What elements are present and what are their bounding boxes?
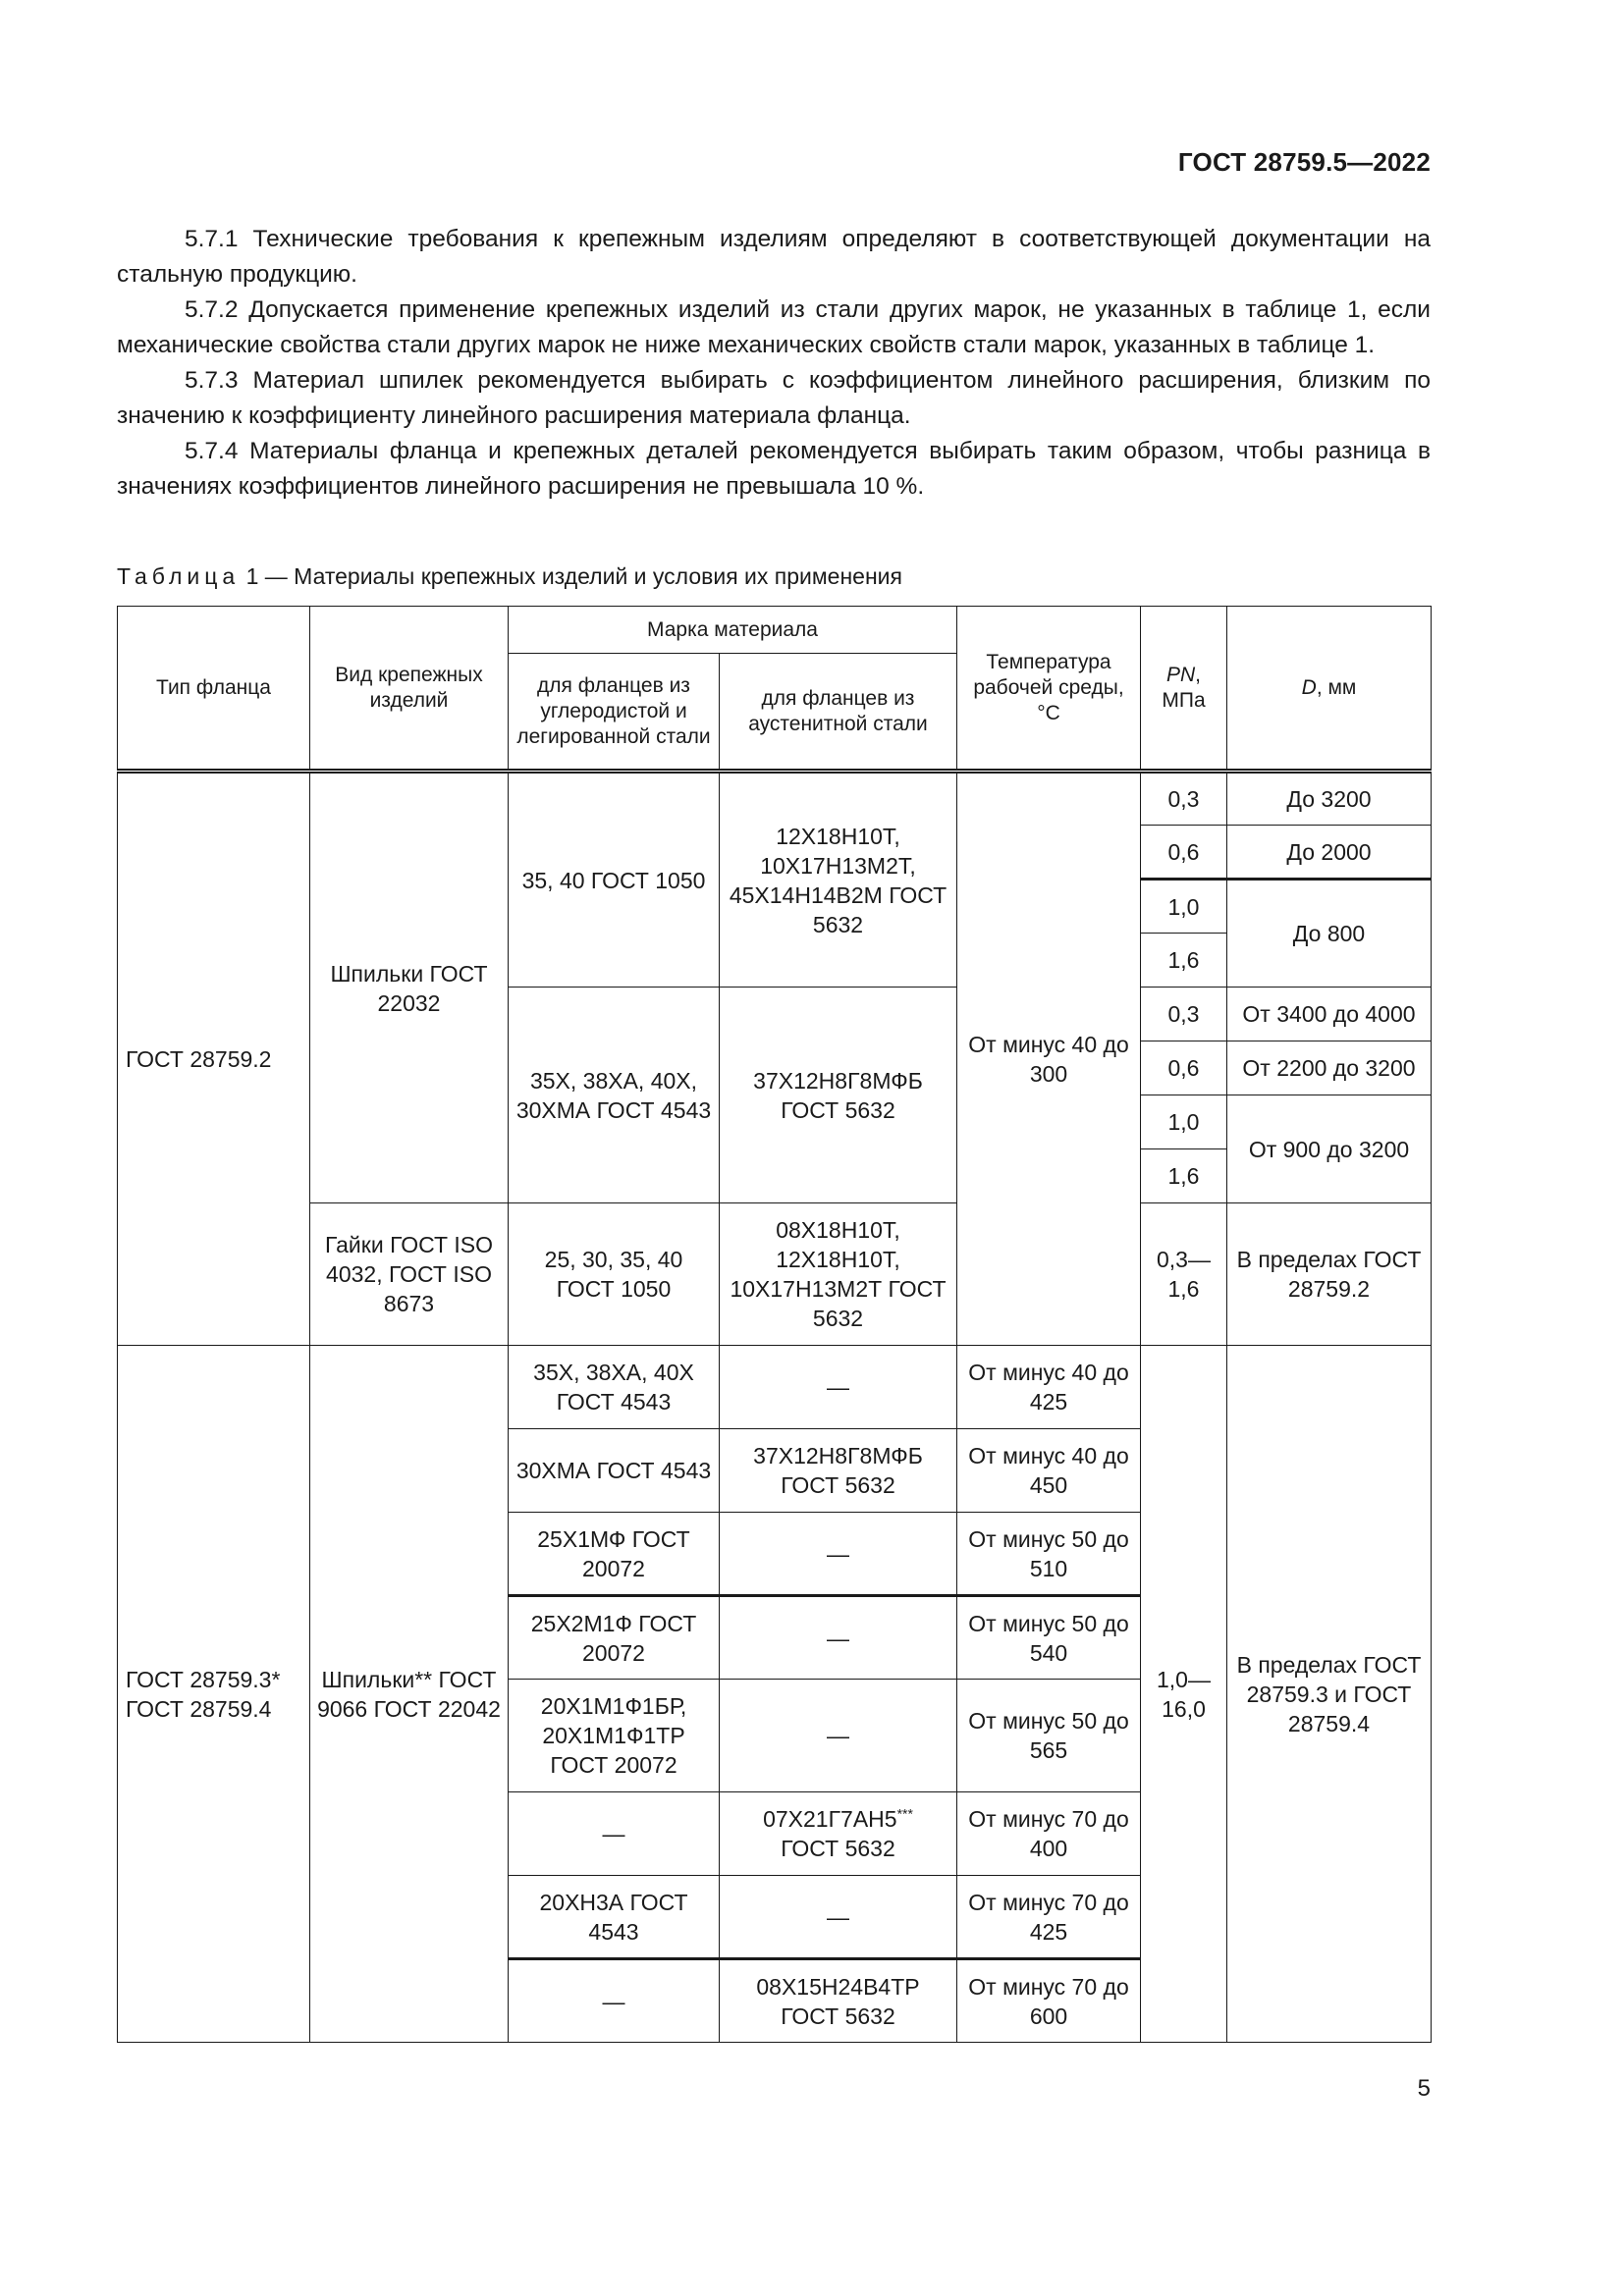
table-cell-temp: От минус 50 до 540 [957,1596,1141,1680]
table-cell-aust: — [720,1346,957,1429]
header-for-carbon: для фланцев из углеродистой и легированной стали [509,654,720,772]
header-d [1227,607,1432,772]
section1-flange: ГОСТ 28759.2 [118,772,310,1346]
table-cell-aust: 37Х12Н8Г8МФБ ГОСТ 5632 [720,1429,957,1513]
table-cell-temp: От минус 40 до 425 [957,1346,1141,1429]
table-cell-d: От 2200 до 3200 [1227,1041,1432,1095]
header-d-unit: , мм [1316,675,1357,699]
header-pn: PN, МПа [1141,607,1227,772]
table-cell-aust: — [720,1513,957,1596]
section1-grp-a-carbon: 35, 40 ГОСТ 1050 [509,772,720,988]
table-cell-pn: 1,0 [1141,880,1227,934]
table-cell-carbon: 35Х, 38ХА, 40Х ГОСТ 4543 [509,1346,720,1429]
table-cell-aust: 08Х15Н24В4ТР ГОСТ 5632 [720,1959,957,2043]
table-cell-carbon: 20ХН3А ГОСТ 4543 [509,1876,720,1959]
table-cell-pn: 0,6 [1141,826,1227,880]
section1-nuts-aust: 08Х18Н10Т, 12Х18Н10Т, 10Х17Н13М2Т ГОСТ 5632 [720,1203,957,1346]
header-flange-type: Тип фланца [118,607,310,772]
document-header: ГОСТ 28759.5—2022 [1177,147,1431,177]
table-cell-temp: От минус 50 до 510 [957,1513,1141,1596]
section1-grp-b-carbon: 35Х, 38ХА, 40Х, 30ХМА ГОСТ 4543 [509,988,720,1203]
header-fastener-type: Вид крепежных изделий [310,607,509,772]
table-cell-temp: От минус 40 до 450 [957,1429,1141,1513]
header-d-symbol: D [1301,675,1317,699]
table-cell-aust-grade: 07Х21Г7АН5 [763,1806,897,1832]
table-cell-d: От 900 до 3200 [1227,1095,1432,1203]
table-cell-d: До 2000 [1227,826,1432,880]
section1-studs: Шпильки ГОСТ 22032 [310,772,509,1203]
table-cell-temp: От минус 70 до 600 [957,1959,1141,2043]
section2-flange: ГОСТ 28759.3* ГОСТ 28759.4 [118,1346,310,2043]
table-cell-d: До 3200 [1227,772,1432,826]
section1-temperature: От минус 40 до 300 [957,772,1141,1346]
body-text [117,222,1431,505]
section1-nuts-d: В пределах ГОСТ 28759.2 [1227,1203,1432,1346]
paragraph-5-7-1: 5.7.1 Технические требования к крепежным изделиям определяют в соответствующей документации на стальную продукцию. [117,226,1431,288]
table-cell-carbon: 25Х1МФ ГОСТ 20072 [509,1513,720,1596]
table-cell-carbon: 20Х1М1Ф1БР, 20Х1М1Ф1ТР ГОСТ 20072 [509,1680,720,1792]
header-temperature: Температура рабочей среды, °С [957,607,1141,772]
table-cell-carbon: 30ХМА ГОСТ 4543 [509,1429,720,1513]
section2-d: В пределах ГОСТ 28759.3 и ГОСТ 28759.4 [1227,1346,1432,2043]
table-cell-carbon: 25Х2М1Ф ГОСТ 20072 [509,1596,720,1680]
page-number: 5 [1417,2075,1431,2102]
table-cell-d: До 800 [1227,880,1432,988]
section1-grp-b-aust: 37Х12Н8Г8МФБ ГОСТ 5632 [720,988,957,1203]
section2-studs: Шпильки** ГОСТ 9066 ГОСТ 22042 [310,1346,509,2043]
table-cell-carbon: — [509,1792,720,1876]
table-cell-carbon: — [509,1959,720,2043]
table-cell-temp: От минус 70 до 425 [957,1876,1141,1959]
table-cell-aust: — [720,1876,957,1959]
table-cell-pn: 1,6 [1141,934,1227,988]
section1-nuts-pn: 0,3— 1,6 [1141,1203,1227,1346]
table-cell-pn: 1,0 [1141,1095,1227,1149]
section1-nuts: Гайки ГОСТ ISO 4032, ГОСТ ISO 8673 [310,1203,509,1346]
table-cell-d: От 3400 до 4000 [1227,988,1432,1041]
table-cell-pn: 0,3 [1141,772,1227,826]
materials-table [117,606,1432,2043]
table-caption-text: 1 — Материалы крепежных изделий и условия их применения [245,563,902,589]
paragraph-5-7-4: 5.7.4 Материалы фланца и крепежных деталей рекомендуется выбирать таким образом, чтобы разница в значениях коэффициентов линейного расширения не превышала 10 %. [117,438,1431,500]
table-cell-temp: От минус 70 до 400 [957,1792,1141,1876]
section1-nuts-carbon: 25, 30, 35, 40 ГОСТ 1050 [509,1203,720,1346]
header-pn-symbol: PN [1165,663,1196,686]
table-cell-temp: От минус 50 до 565 [957,1680,1141,1792]
table-caption [117,563,902,590]
paragraph-5-7-3: 5.7.3 Материал шпилек рекомендуется выбирать с коэффициентом линейного расширения, близким по значению к коэффициенту линейного расширения материала фланца. [117,367,1431,429]
table-cell-aust-standard: ГОСТ 5632 [781,1836,895,1861]
table-cell-pn: 0,6 [1141,1041,1227,1095]
table-cell-aust: — [720,1596,957,1680]
header-for-austenitic: для фланцев из аустенитной стали [720,654,957,772]
table-cell-pn: 1,6 [1141,1149,1227,1203]
paragraph-5-7-2: 5.7.2 Допускается применение крепежных изделий из стали других марок, не указанных в таблице 1, если механические свойства стали других марок не ниже механических свойств стали марок, указанных в таблице 1. [117,296,1431,358]
table-cell-aust: — [720,1680,957,1792]
header-material-grade: Марка материала [509,607,957,654]
section2-pn: 1,0— 16,0 [1141,1346,1227,2043]
table-cell-aust [720,1792,957,1876]
table-caption-label: Таблица [117,563,241,589]
section1-grp-a-aust: 12Х18Н10Т, 10Х17Н13М2Т, 45Х14Н14В2М ГОСТ 5632 [720,772,957,988]
footnote-marker: *** [896,1805,913,1822]
header-pn-unit: МПа [1162,688,1206,712]
table-cell-pn: 0,3 [1141,988,1227,1041]
